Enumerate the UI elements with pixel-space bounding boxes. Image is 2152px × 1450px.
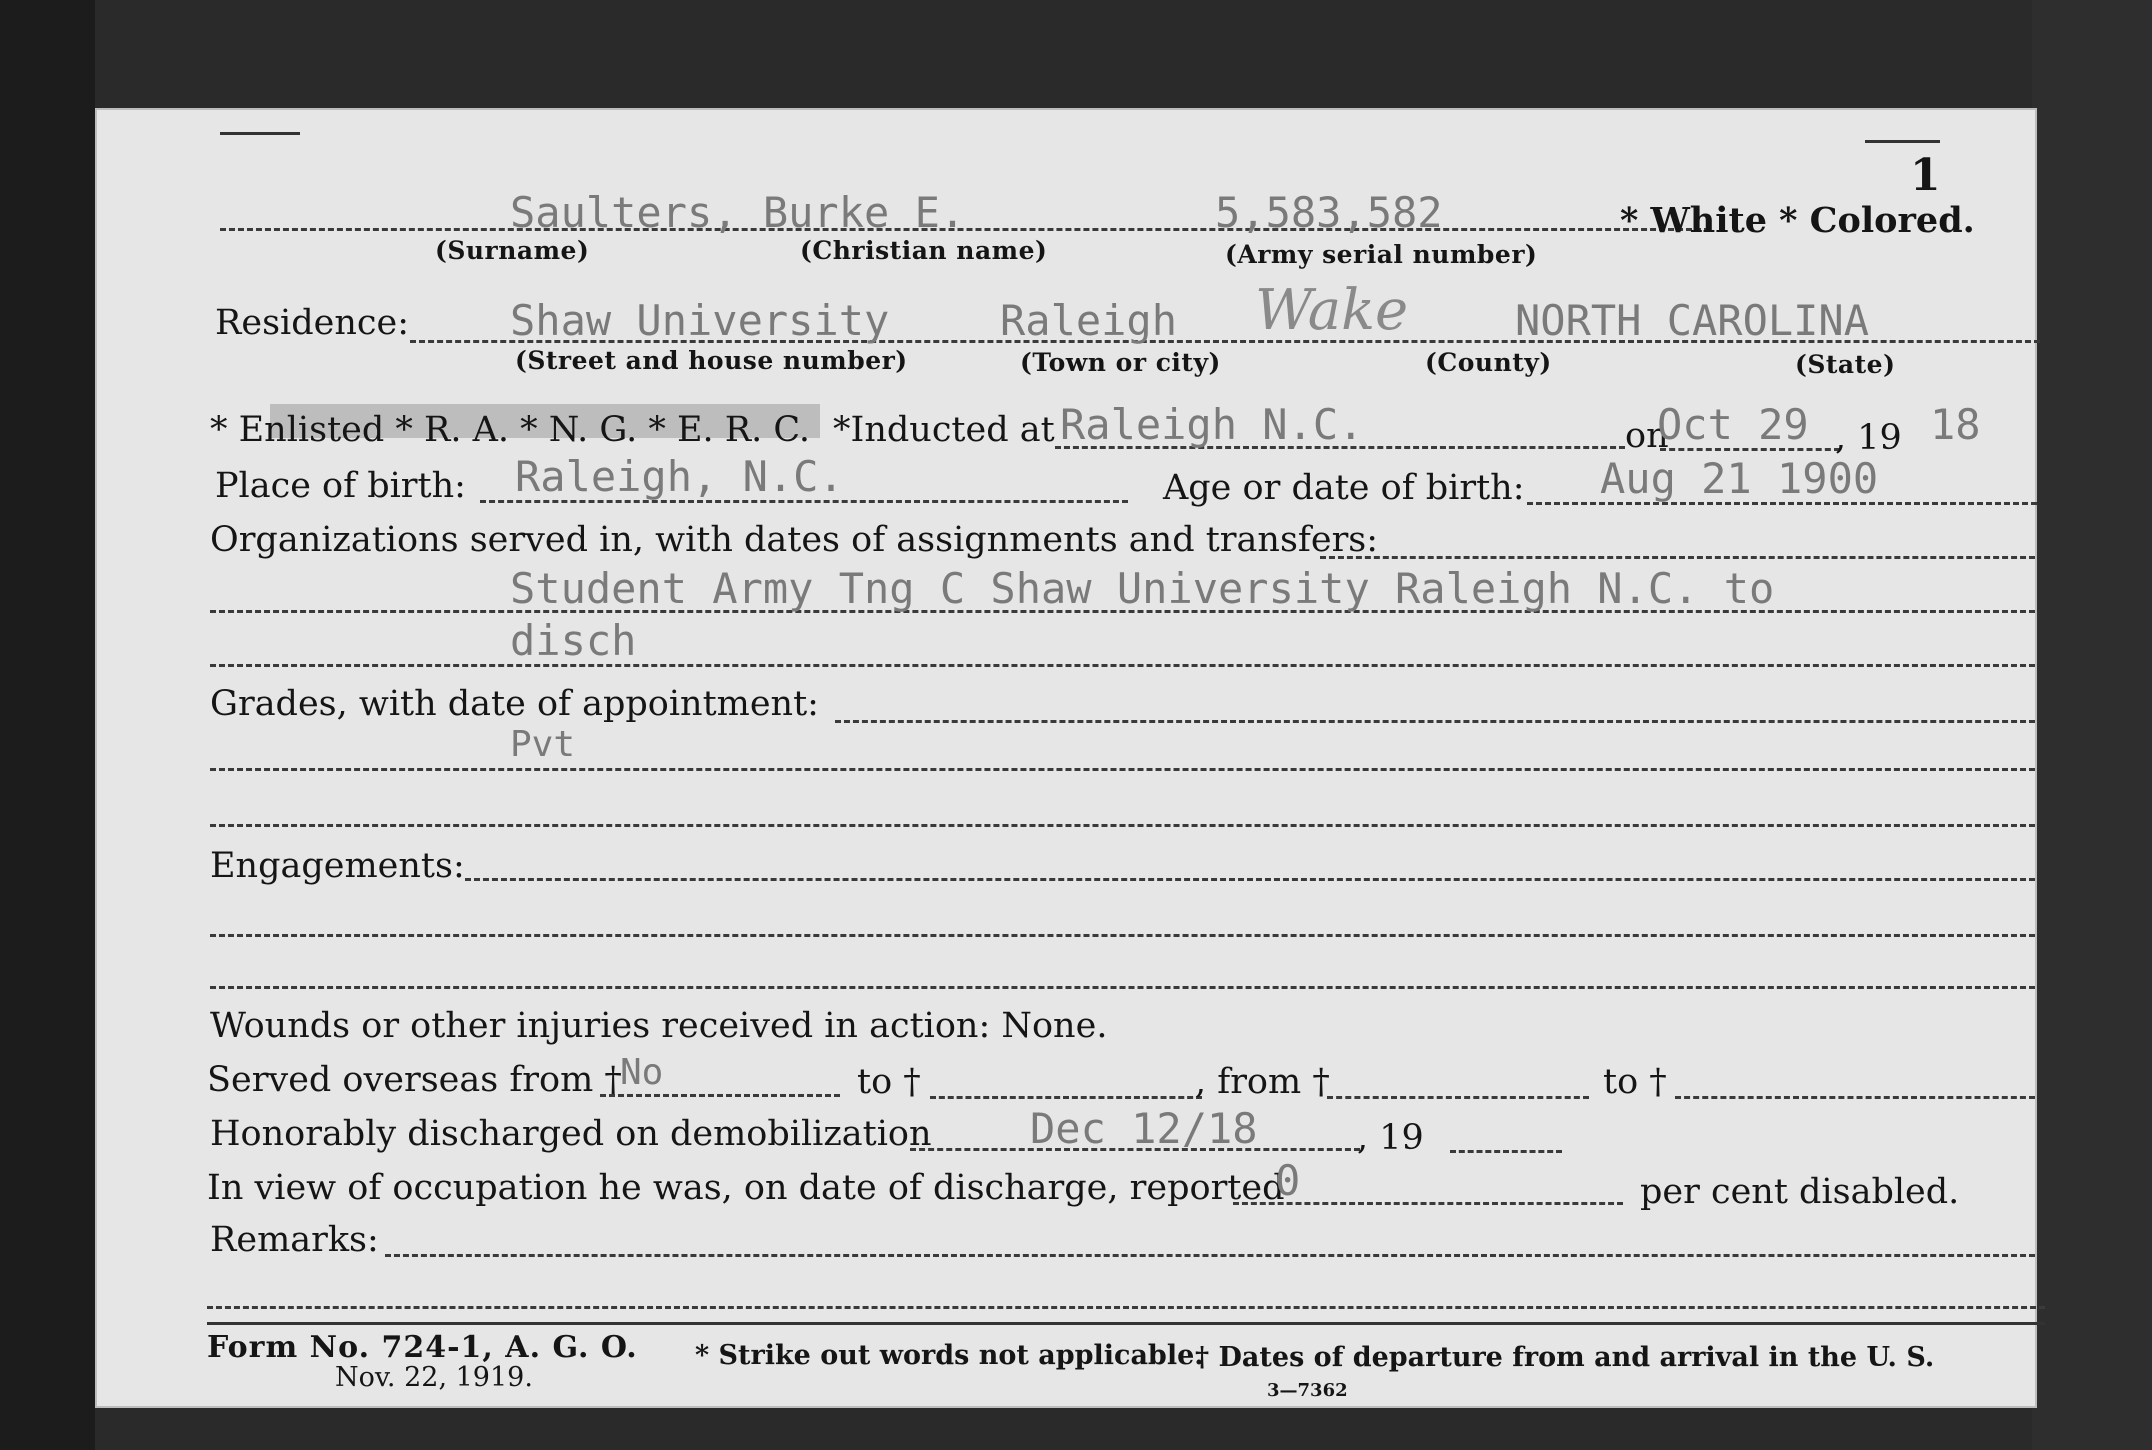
town-caption: (Town or city) xyxy=(1020,348,1221,377)
name-value: Saulters, Burke E. xyxy=(510,188,966,237)
street-caption: (Street and house number) xyxy=(515,346,908,375)
year-prefix: , 19 xyxy=(1835,418,1902,458)
remarks-label: Remarks: xyxy=(210,1220,379,1260)
serial-caption: (Army serial number) xyxy=(1225,240,1538,269)
service-record-card xyxy=(95,108,2037,1408)
overseas-to-line xyxy=(930,1096,1202,1099)
grade-value: Pvt xyxy=(510,724,576,765)
engagements-line-2 xyxy=(210,986,2035,989)
surname-caption: (Surname) xyxy=(435,236,590,265)
organizations-label: Organizations served in, with dates of assignments and transfers: xyxy=(210,520,1379,560)
grades-line-0 xyxy=(835,720,2035,723)
discharge-year-prefix: , 19 xyxy=(1357,1118,1424,1158)
overseas-from-line xyxy=(600,1094,840,1097)
disability-value: 0 xyxy=(1275,1156,1301,1205)
organization-line1-value: Student Army Tng C Shaw University Raleigh N.C. to xyxy=(510,564,1775,613)
organization-line2-value: disch xyxy=(510,616,637,665)
wounds-label: Wounds or other injuries received in action: None. xyxy=(210,1006,1108,1046)
top-left-rule xyxy=(220,132,300,135)
serial-value: 5,583,582 xyxy=(1215,188,1443,237)
organizations-line-2 xyxy=(210,664,2035,667)
county-value: Wake xyxy=(1255,278,1409,343)
on-label: on xyxy=(1625,416,1669,456)
state-caption: (State) xyxy=(1795,350,1896,379)
age-label: Age or date of birth: xyxy=(1163,468,1525,508)
to2-label: to † xyxy=(1603,1062,1667,1102)
from-label: , from † xyxy=(1195,1062,1330,1102)
grades-label: Grades, with date of appointment: xyxy=(210,684,819,724)
remarks-line-0 xyxy=(385,1254,2035,1257)
footnote-dates: † Dates of departure from and arrival in the U. S. xyxy=(1195,1342,1935,1373)
discharge-year-line xyxy=(1450,1150,1562,1153)
engagements-line-1 xyxy=(210,934,2035,937)
occupation-label: In view of occupation he was, on date of discharge, reported xyxy=(207,1168,1285,1208)
inducted-year-value: 18 xyxy=(1930,400,1981,449)
discharge-date-value: Dec 12/18 xyxy=(1030,1104,1258,1153)
footnote-strike: * Strike out words not applicable. xyxy=(695,1340,1204,1371)
engagements-line-0 xyxy=(465,878,2035,881)
served-overseas-label: Served overseas from † xyxy=(207,1060,622,1100)
inducted-at-value: Raleigh N.C. xyxy=(1060,400,1364,449)
scan-border-right xyxy=(2032,0,2152,1450)
birth-date-value: Aug 21 1900 xyxy=(1600,454,1879,503)
christian-name-caption: (Christian name) xyxy=(800,236,1048,265)
grades-line-1 xyxy=(210,768,2035,771)
form-date: Nov. 22, 1919. xyxy=(335,1362,533,1393)
street-value: Shaw University xyxy=(510,296,890,345)
birthplace-value: Raleigh, N.C. xyxy=(515,452,844,501)
birthplace-label: Place of birth: xyxy=(215,466,466,506)
engagements-label: Engagements: xyxy=(210,846,465,886)
per-cent-label: per cent disabled. xyxy=(1640,1172,1960,1212)
overseas-from-value: No xyxy=(620,1052,664,1093)
print-code: 3—7362 xyxy=(1267,1380,1348,1401)
return-to-line xyxy=(1675,1096,2035,1099)
remarks-line-1 xyxy=(207,1306,2045,1309)
town-value: Raleigh xyxy=(1000,296,1178,345)
county-caption: (County) xyxy=(1425,348,1552,377)
return-from-line xyxy=(1327,1096,1589,1099)
form-number: Form No. 724-1, A. G. O. xyxy=(207,1330,638,1365)
enlisted-text: * Enlisted * R. A. * N. G. * E. R. C. xyxy=(210,410,811,450)
residence-label: Residence: xyxy=(215,303,409,343)
state-value: NORTH CAROLINA xyxy=(1515,296,1870,345)
organizations-line-0 xyxy=(1320,556,2035,559)
grades-line-2 xyxy=(210,824,2035,827)
inducted-label: *Inducted at xyxy=(833,410,1055,450)
inducted-date-value: Oct 29 xyxy=(1657,400,1809,449)
footer-rule xyxy=(207,1322,2045,1325)
discharged-label: Honorably discharged on demobilization xyxy=(210,1114,932,1154)
top-right-rule xyxy=(1865,140,1940,143)
white-colored-text: * White * Colored. xyxy=(1620,200,1975,241)
to-label: to † xyxy=(857,1062,921,1102)
page-number: 1 xyxy=(1910,150,1941,201)
scan-border-left xyxy=(0,0,95,1450)
